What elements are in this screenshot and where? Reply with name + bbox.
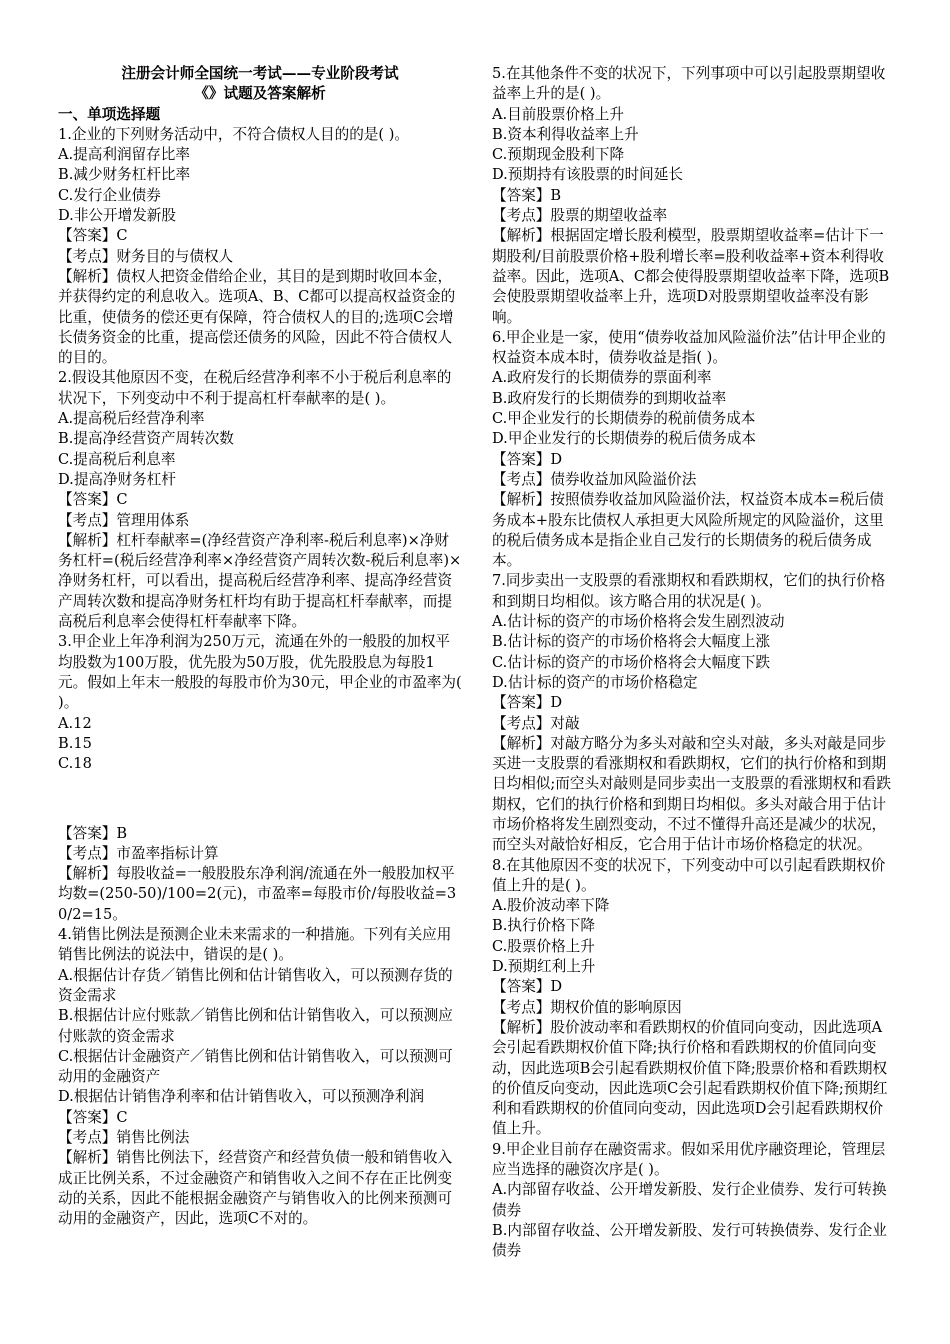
text-line: 【解析】对敲方略分为多头对敲和空头对敲，多头对敲是同步买进一支股票的看涨期权和看跌期权，它们的执行价格和到期日均相似;而空头对敲则是同步卖出一支股票的看涨期权和看跌期权，它们的执行价格和到期日均相似。多头对敲合用于估计市场价格将发生剧烈变动，不过不懂得升高还是减少的状况，而空头对敲恰好相反，它合用于估计市场价格稳定的状况。 xyxy=(492,734,891,854)
text-line: 6.甲企业是一家，使用“债券收益加风险溢价法”估计甲企业的权益资本成本时，债券收益是指( )。 xyxy=(492,328,886,367)
section-heading: 一、单项选择题 xyxy=(58,105,161,123)
text-line: C.提高税后利息率 xyxy=(58,450,176,468)
blank-line xyxy=(58,789,462,809)
text-line: A.估计标的资产的市场价格将会发生剧烈波动 xyxy=(492,613,785,631)
text-line: C.股票价格上升 xyxy=(492,937,595,955)
text-line: C.甲企业发行的长期债券的税前债务成本 xyxy=(492,410,756,428)
text-line: B.减少财务杠杆比率 xyxy=(58,166,191,184)
text-line: B.资本利得收益率上升 xyxy=(492,125,639,143)
text-line: C.根据估计金融资产／销售比例和估计销售收入，可以预测可动用的金融资产 xyxy=(58,1047,453,1086)
text-line: 【解析】销售比例法下，经营资产和经营负债一般和销售收入成正比例关系，不过金融资产和销售收入之间不存在正比例变动的关系，因此不能根据金融资产与销售收入的比例来预测可动用的金融资产，因此，选项C不对的。 xyxy=(58,1149,453,1228)
text-line: A.政府发行的长期债券的票面利率 xyxy=(492,369,712,387)
text-line: 【解析】债权人把资金借给企业，其目的是到期时收回本金，并获得约定的利息收入。选项A、B、C都可以提高权益资金的比重，使债务的偿还更有保障，符合债权人的目的;选项C会增长债务资金的比重，提高偿还债务的风险，因此不符合债权人的目的。 xyxy=(58,267,456,367)
text-line: 【考点】债券收益加风险溢价法 xyxy=(492,470,697,488)
text-line: 【解析】每股收益=一般股股东净利润/流通在外一般股加权平均数=(250-50)/100=2(元)，市盈率=每股市价/每股收益=30/2=15。 xyxy=(58,865,457,923)
text-line: 7.同步卖出一支股票的看涨期权和看跌期权，它们的执行价格和到期日均相似。该方略合用的状况是( )。 xyxy=(492,572,886,610)
text-line: 【答案】C xyxy=(58,1108,128,1126)
text-line: 【考点】销售比例法 xyxy=(58,1129,190,1147)
text-line: B.执行价格下降 xyxy=(492,917,595,935)
text-line: A.目前股票价格上升 xyxy=(492,105,624,123)
text-line: 【答案】D xyxy=(492,978,563,996)
text-line: C.估计标的资产的市场价格将会大幅度下跌 xyxy=(492,653,770,671)
text-line: 5.在其他条件不变的状况下，下列事项中可以引起股票期望收益率上升的是( )。 xyxy=(492,65,886,103)
text-line: B.15 xyxy=(58,734,92,752)
text-line: C.发行企业债券 xyxy=(58,186,161,204)
text-line: C.18 xyxy=(58,755,92,773)
text-line: 1.企业的下列财务活动中，不符合债权人目的的是( )。 xyxy=(58,125,410,143)
text-line: 【考点】管理用体系 xyxy=(58,511,190,529)
text-line: A.根据估计存货／销售比例和估计销售收入，可以预测存货的资金需求 xyxy=(58,966,453,1004)
text-line: 【解析】按照债券收益加风险溢价法，权益资本成本=税后债务成本+股东比债权人承担更大风险所规定的风险溢价，这里的税后债务成本是指企业自己发行的长期债务的税后债务成本。 xyxy=(492,491,884,570)
text-line: 【考点】股票的期望收益率 xyxy=(492,207,668,225)
text-line: 【考点】财务目的与债权人 xyxy=(58,247,234,265)
text-line: 9.甲企业目前存在融资需求。假如采用优序融资理论，管理层应当选择的融资次序是( )。 xyxy=(492,1140,886,1179)
text-line: 【答案】C xyxy=(58,227,128,245)
text-line: A.股价波动率下降 xyxy=(492,897,610,915)
text-line: A.12 xyxy=(58,714,92,732)
text-line: D.非公开增发新股 xyxy=(58,207,176,225)
text-line: B.提高净经营资产周转次数 xyxy=(58,430,234,448)
text-line: D.预期持有该股票的时间延长 xyxy=(492,166,683,184)
text-line: A.提高税后经营净利率 xyxy=(58,410,205,428)
text-line: 【考点】期权价值的影响原因 xyxy=(492,998,682,1016)
text-line: 【答案】B xyxy=(58,824,128,842)
document-title-line-2: 《》试题及答案解析 xyxy=(194,85,326,103)
text-line: B.政府发行的长期债券的到期收益率 xyxy=(492,389,727,407)
text-line: 【答案】D xyxy=(492,694,563,712)
text-line: D.提高净财务杠杆 xyxy=(58,470,176,488)
text-line: 3.甲企业上年净利润为250万元，流通在外的一般股的加权平均股数为100万股，优先股为50万股，优先股股息为每股1元。假如上年末一般股的每股市价为30元，甲企业的市盈率为( )。 xyxy=(58,633,462,712)
text-line: D.估计标的资产的市场价格稳定 xyxy=(492,673,698,691)
right-column xyxy=(492,64,892,1262)
text-line: A.提高利润留存比率 xyxy=(58,146,190,164)
text-line: B.内部留存收益、公开增发新股、发行可转换债券、发行企业债券 xyxy=(492,1221,887,1260)
text-line: 【答案】C xyxy=(58,491,128,509)
text-line: B.估计标的资产的市场价格将会大幅度上涨 xyxy=(492,633,771,651)
text-line: A.内部留存收益、公开增发新股、发行企业债券、发行可转换债券 xyxy=(492,1181,887,1219)
text-line: 8.在其他原因不变的状况下，下列变动中可以引起看跌期权价值上升的是( )。 xyxy=(492,856,886,894)
text-line: 【答案】D xyxy=(492,450,563,468)
text-line: 4.销售比例法是预测企业未来需求的一种措施。下列有关应用销售比例法的说法中，错误的是( )。 xyxy=(58,926,452,964)
text-line: 【考点】对敲 xyxy=(492,714,580,732)
text-line: 【考点】市盈率指标计算 xyxy=(58,844,219,862)
left-column xyxy=(58,64,462,1230)
text-line: D.根据估计销售净利率和估计销售收入，可以预测净利润 xyxy=(58,1088,425,1106)
text-line: 2.假设其他原因不变，在税后经营净利率不小于税后利息率的状况下，下列变动中不利于提高杠杆奉献率的是( )。 xyxy=(58,369,452,407)
text-line: 【答案】B xyxy=(492,186,562,204)
text-line: 【解析】股价波动率和看跌期权的价值同向变动，因此选项A会引起看跌期权价值下降;执行价格和看跌期权的价值同向变动，因此选项B会引起看跌期权价值下降;股票价格和看跌期权的价值反向变动，因此选项C会引起看跌期权价值下降;预期红利和看跌期权的价值同向变动，因此选项D会引起看跌期权价值上升。 xyxy=(492,1018,888,1138)
text-line: B.根据估计应付账款／销售比例和估计销售收入，可以预测应付账款的资金需求 xyxy=(58,1007,453,1045)
text-line: D.预期红利上升 xyxy=(492,958,596,976)
document-title-line-1: 注册会计师全国统一考试——专业阶段考试 xyxy=(121,65,399,82)
text-line: D.甲企业发行的长期债券的税后债务成本 xyxy=(492,430,756,448)
text-line: 【解析】杠杆奉献率=(净经营资产净利率-税后利息率)×净财务杠杆=(税后经营净利率×净经营资产周转次数-税后利息率)×净财务杠杆，可以看出，提高税后经营净利率、提高净经营资产周转次数和提高净财务杠杆均有助于提高杠杆奉献率，而提高税后利息率会使得杠杆奉献率下降。 xyxy=(58,531,462,631)
text-line: C.预期现金股利下降 xyxy=(492,146,625,164)
text-line: 【解析】根据固定增长股利模型，股票期望收益率=估计下一期股利/目前股票价格+股利增长率=股利收益率+资本利得收益率。因此，选项A、C都会使得股票期望收益率下降，选项B会使股票期望收益率上升，选项D对股票期望收益率没有影响。 xyxy=(492,227,890,326)
